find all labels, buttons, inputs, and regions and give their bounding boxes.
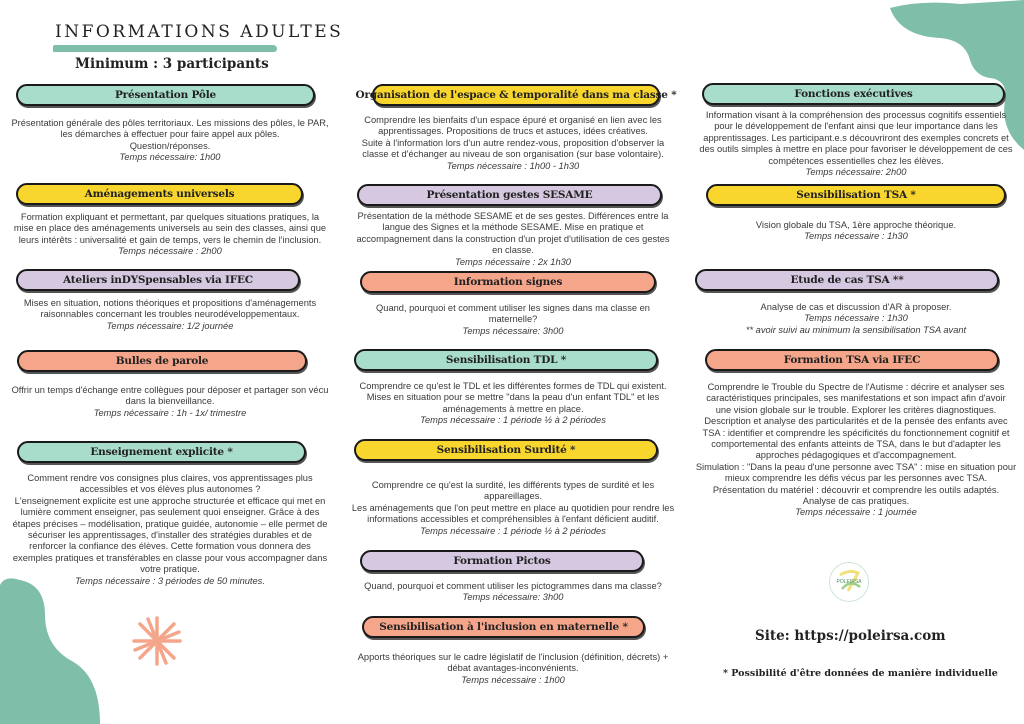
card-description-block [343, 381, 683, 427]
card-description-block [343, 652, 683, 686]
svg-text:POLEIRSA: POLEIRSA [836, 579, 862, 585]
decorative-star [130, 614, 184, 668]
card-description: Vision globale du TSA, 1ère approche théorique. [755, 220, 957, 230]
card-duration: Temps nécessaire: 3h00 [462, 325, 564, 336]
card-duration: Temps nécessaire : 1h00 - 1h30 [446, 160, 580, 171]
card-description-block [5, 212, 335, 258]
card-title-pill: Bulles de parole [17, 350, 307, 372]
website-link[interactable]: Site: https://poleirsa.com [755, 628, 946, 644]
card-title-pill: Formation TSA via IFEC [705, 349, 999, 371]
card-description: Information visant à la compréhension des processus cognitifs essentiels pour le développement de l'enfant ainsi que leur importance dans les apprentissages. Les participant.e.s découvriront des exemples concrets et des outils simples à mettre en place pour favoriser le développement de ces compétences essentielles chez les élèves. [699, 110, 1013, 166]
card-description: Comprendre ce qu'est la surdité, les différents types de surdité et les appareillages. Les aménagements que l'on peut mettre en place au quotidien pour rendre les informations accessibles et compréhensibles à l'enfant déficient auditif. [351, 480, 675, 525]
card-description-block [5, 385, 335, 419]
card-title-pill: Présentation gestes SESAME [357, 184, 662, 206]
card-description: Comprendre les bienfaits d'un espace épuré et organisé en lien avec les apprentissages. Propositions de trucs et astuces, idées créatives. Suite à l'information lors d'un autre rendez-vous, proposition d'observer la classe et d'échanger au niveau de son organisation (sur base volontaire). [361, 115, 665, 160]
card-title-pill: Etude de cas TSA ** [695, 269, 999, 291]
footnote: * Possibilité d'être données de manière individuelle [723, 668, 998, 679]
card-description-block [688, 220, 1024, 243]
card-title-pill: Sensibilisation Surdité * [354, 439, 658, 461]
card-title-pill: Formation Pictos [360, 550, 644, 572]
card-duration: Temps nécessaire : 2h00 [118, 246, 222, 257]
page-title: INFORMATIONS ADULTES [55, 22, 344, 42]
card-description: Mises en situation, notions théoriques et propositions d'aménagements raisonnables concernant les troubles neurodéveloppementaux. [23, 298, 317, 320]
card-title-pill: Organisation de l'espace & temporalité dans ma classe * [372, 84, 660, 106]
card-description: Présentation générale des pôles territoriaux. Les missions des pôles, le PAR, les démarches à effectuer pour faire appel aux pôles. Question/réponses. [11, 118, 329, 151]
card-duration: Temps nécessaire : 1 journée [795, 507, 917, 518]
card-duration: Temps nécessaire : 1h30 [804, 231, 908, 242]
card-description-block [688, 302, 1024, 336]
page-subtitle: Minimum : 3 participants [75, 56, 269, 72]
card-title-pill: Sensibilisation TSA * [706, 184, 1006, 206]
card-description: Offrir un temps d'échange entre collègues pour déposer et partager son vécu dans la bienveillance. [11, 385, 329, 407]
decorative-blob-bottom-left [0, 575, 110, 724]
card-description-block [688, 110, 1024, 178]
card-duration: Temps nécessaire : 1 période ½ à 2 périodes [420, 415, 606, 426]
card-description-block [343, 581, 683, 604]
card-duration: Temps nécessaire: 1h00 [119, 152, 221, 163]
card-description: Présentation de la méthode SESAME et de ses gestes. Différences entre la langue des Signes et la méthode SESAME. Mise en pratique et accompagnement dans la construction d'un projet d'utilisation de ces gestes en classe. [356, 211, 670, 256]
card-duration: Temps nécessaire : 1h00 [461, 674, 565, 685]
card-title-pill: Présentation Pôle [16, 84, 315, 106]
card-description-block [5, 118, 335, 164]
card-description-block [5, 473, 335, 587]
card-title-pill: Sensibilisation à l'inclusion en maternelle * [362, 616, 645, 638]
card-description: Comprendre le Trouble du Spectre de l'Autisme : décrire et analyser ses caractéristiques principales, ses manifestations et son impact afin d'avoir une vision globale sur le trouble. Explorer les critères diagnostiques. Description et analyse des particularités et de la pensée des enfants avec TSA : identifier et comprendre les spécificités du fonctionnement cognitif et comportemental des enfants atteints de TSA, dans le but d'adapter les approches pédagogiques et d'accompagnement. Simulation : "Dans la peau d'une personne avec TSA" : mise en situation pour mieux comprendre les défis vécus par les personnes avec TSA. Présentation du matériel : découvrir et comprendre les outils adaptés. Analyse de cas pratiques. [695, 382, 1017, 507]
card-title-pill: Fonctions exécutives [702, 83, 1005, 105]
card-duration: Temps nécessaire : 3 périodes de 50 minutes. [75, 575, 265, 586]
card-description: Quand, pourquoi et comment utiliser les pictogrammes dans ma classe? [364, 581, 662, 591]
card-description: Analyse de cas et discussion d'AR à proposer. [760, 302, 952, 312]
card-duration: Temps nécessaire: 1/2 journée [106, 320, 234, 331]
card-duration: Temps nécessaire: 2h00 [805, 167, 907, 178]
card-note: ** avoir suivi au minimum la sensibilisation TSA avant [745, 324, 967, 335]
card-title-pill: Enseignement explicite * [17, 441, 306, 463]
card-duration: Temps nécessaire : 1 période ½ à 2 périodes [420, 525, 606, 536]
card-description-block [343, 115, 683, 172]
card-description: Comment rendre vos consignes plus claires, vos apprentissages plus accessibles et vos élèves plus autonomes ? L'enseignement explicite est une approche structurée et efficace qui met en lumière comment enseigner, pas seulement quoi enseigner. Grâce à des étapes précises – modélisation, pratique guidée, autonomie – elle permet de sécuriser les apprentissages, d'installer des stratégies durables et de renforcer la confiance des élèves. Cette formation vous donnera des exemples pratiques et transférables en classe pour vous accompagner dans votre pratique. [12, 473, 328, 575]
card-duration: Temps nécessaire : 1h - 1x/ trimestre [93, 407, 247, 418]
card-description-block [5, 298, 335, 332]
card-description: Formation expliquant et permettant, par quelques situations pratiques, la mise en place des aménagements universels au sein des classes, ainsi que leurs intérêts : universalité et gain de temps, vers le chemin de l'inclusion. [13, 212, 327, 245]
card-description-block [343, 211, 683, 268]
card-description-block [343, 480, 683, 537]
card-title-pill: Information signes [360, 271, 656, 293]
card-description-block [688, 382, 1024, 519]
card-duration: Temps nécessaire : 1h30 [804, 313, 908, 324]
card-description: Apports théoriques sur le cadre législatif de l'inclusion (définition, décrets) + débat avantages-inconvénients. [357, 652, 669, 674]
card-description-block [343, 303, 683, 337]
card-title-pill: Sensibilisation TDL * [354, 349, 658, 371]
poleirsa-logo [828, 561, 870, 603]
card-description: Comprendre ce qu'est le TDL et les différentes formes de TDL qui existent. Mises en situation pour se mettre "dans la peau d'un enfant TDL" et les aménagements à mettre en place. [359, 381, 667, 414]
card-title-pill: Ateliers inDYSpensables via IFEC [16, 269, 300, 291]
card-description: Quand, pourquoi et comment utiliser les signes dans ma classe en maternelle? [376, 303, 650, 325]
card-duration: Temps nécessaire : 2x 1h30 [455, 256, 571, 267]
card-title-pill: Aménagements universels [16, 183, 303, 205]
card-duration: Temps nécessaire: 3h00 [462, 592, 564, 603]
title-underline [53, 45, 277, 52]
